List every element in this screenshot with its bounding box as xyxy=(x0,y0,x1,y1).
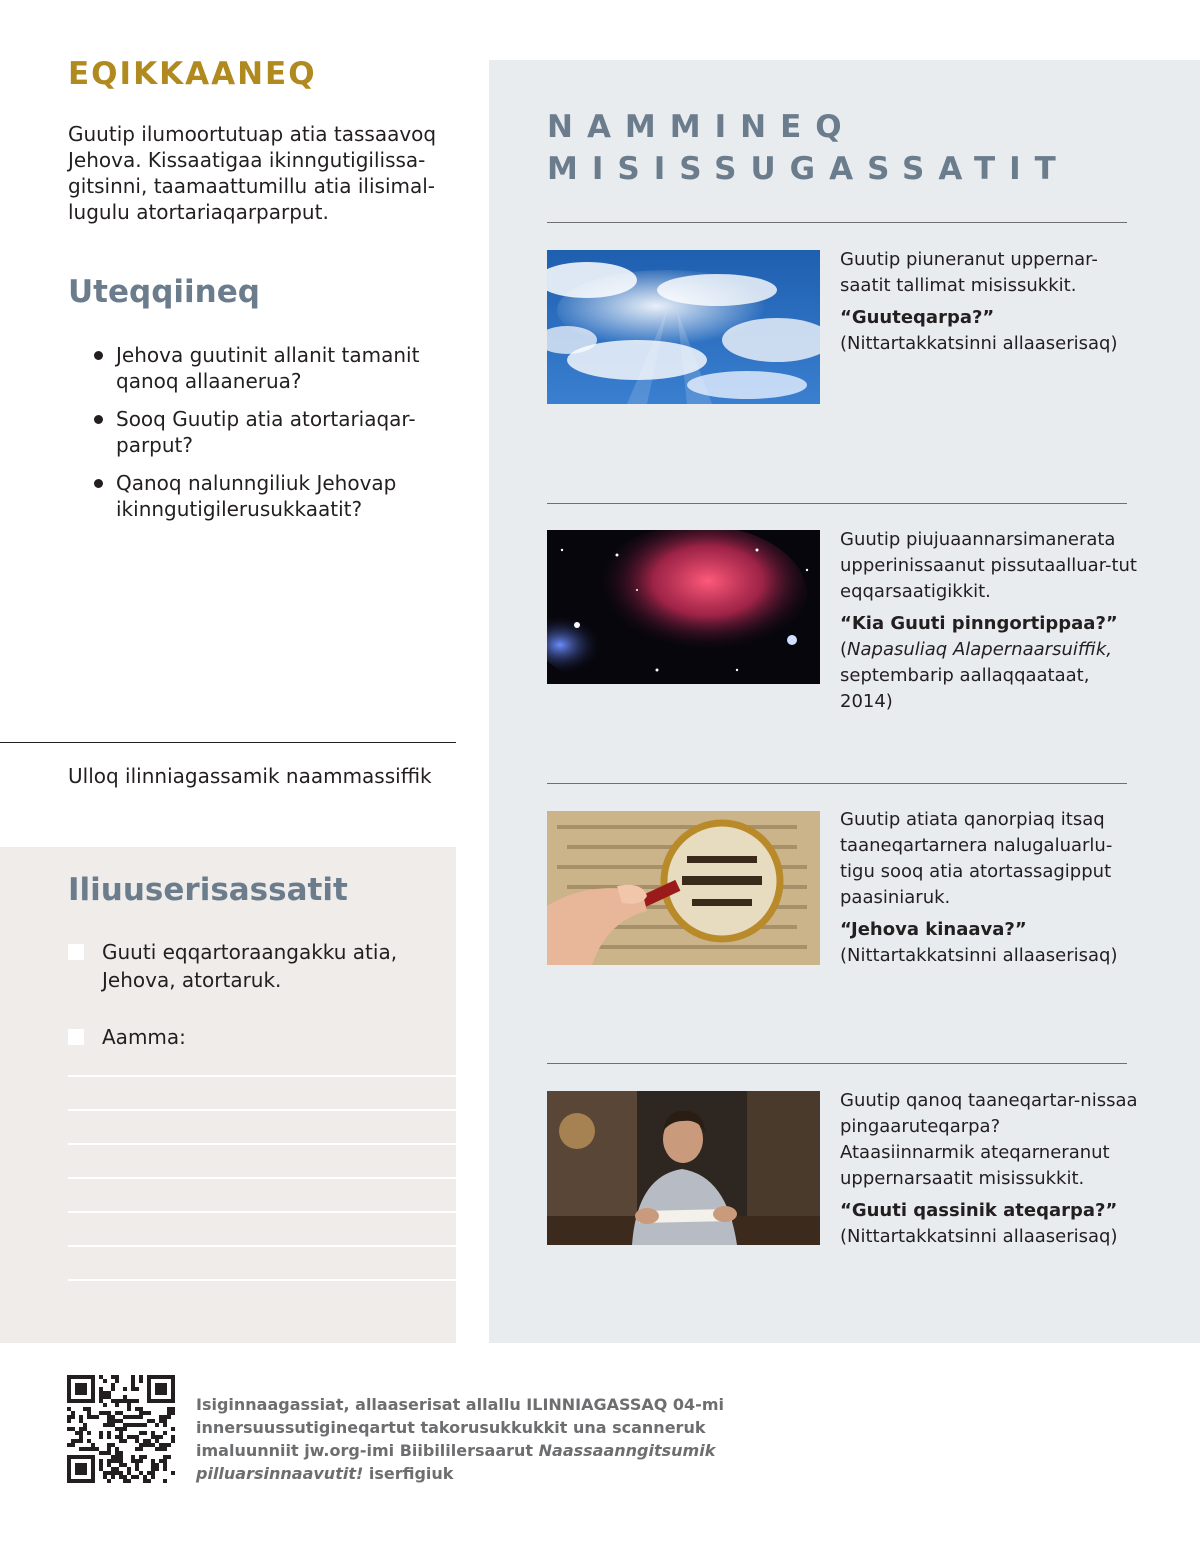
card-description: Guutip atiata qanorpiaq itsaq taaneqartarnera nalugaluarlu-tigu sooq atia atortassagipput paasiniaruk. xyxy=(840,809,1113,908)
card-link-title[interactable]: “Jehova kinaava?” xyxy=(840,919,1027,940)
explore-card-text xyxy=(840,527,1140,715)
goal-text: Guuti eqqartoraangakku atia, Jehova, atortaruk. xyxy=(102,940,398,992)
goal-item xyxy=(68,938,438,994)
card-description: Guutip piuneranut uppernar-saatit tallimat misissukkit. xyxy=(840,249,1098,296)
footer-note xyxy=(196,1393,736,1485)
write-line[interactable] xyxy=(68,1075,456,1077)
nebula-image xyxy=(547,530,820,684)
write-line[interactable] xyxy=(68,1279,456,1281)
card-source: (Nittartakkatsinni allaaserisaq) xyxy=(840,945,1118,966)
bullet-icon xyxy=(94,415,103,424)
review-item xyxy=(94,406,454,458)
bullet-icon xyxy=(94,479,103,488)
review-item-text: Sooq Guutip atia atortariaqar-parput? xyxy=(116,407,416,457)
card-link-title[interactable]: “Kia Guuti pinngortippaa?” xyxy=(840,613,1118,634)
summary-title: EQIKKAANEQ xyxy=(68,56,317,92)
explore-card-text xyxy=(840,1088,1140,1250)
write-line[interactable] xyxy=(68,1109,456,1111)
card-source: (Nittartakkatsinni allaaserisaq) xyxy=(840,333,1118,354)
footer-text-main: Isiginnaagassiat, allaaserisat allallu ILINNIAGASSAQ 04-mi innersuussutigineqartut takorusukkukkit una scanneruk imaluunniit jw.org-imi Biibililersaarut xyxy=(196,1395,724,1460)
write-line[interactable] xyxy=(68,1245,456,1247)
review-item xyxy=(94,342,454,394)
review-list xyxy=(94,342,454,534)
bullet-icon xyxy=(94,351,103,360)
completion-date-label: Ulloq ilinniagassamik naammassiffik xyxy=(68,764,432,788)
divider xyxy=(547,783,1127,784)
explore-title: NAMMINEQ MISISSUGASSATIT xyxy=(547,109,1070,187)
card-link-title[interactable]: “Guuti qassinik ateqarpa?” xyxy=(840,1200,1118,1221)
explore-card-text xyxy=(840,247,1140,357)
card-link-title[interactable]: “Guuteqarpa?” xyxy=(840,307,995,328)
goals-title: Iliuuserisassatit xyxy=(68,872,348,908)
man-reading-image xyxy=(547,1091,820,1245)
explore-card-text xyxy=(840,807,1140,969)
write-line[interactable] xyxy=(68,1211,456,1213)
magnifying-glass-image xyxy=(547,811,820,965)
qr-code[interactable] xyxy=(67,1375,175,1483)
card-description: Guutip piujuaannarsimanerata upperinissaanut pissutaalluar-tut eqqarsaatigikkit. xyxy=(840,529,1137,602)
divider xyxy=(547,222,1127,223)
divider xyxy=(0,742,456,743)
card-source-date: septembarip aallaqqaataat, 2014) xyxy=(840,665,1090,712)
write-line[interactable] xyxy=(68,1177,456,1179)
review-item xyxy=(94,470,454,522)
footer-brochure-title: Naassaanngitsumik pilluarsinnaavutit! xyxy=(196,1441,716,1483)
review-item-text: Qanoq nalunngiliuk Jehovap ikinngutigilerusukkaatit? xyxy=(116,471,397,521)
checkbox[interactable] xyxy=(68,944,84,960)
summary-text: Guutip ilumoortutuap atia tassaavoq Jehova. Kissaatigaa ikinngutigilissa-gitsinni, taamaattumillu atia ilisimal-lugulu atortariaqarparput. xyxy=(68,122,437,224)
card-source: (Napasuliaq Alapernaarsuiffik, septembarip aallaqqaataat, 2014) xyxy=(840,639,1112,712)
goals-box xyxy=(0,847,456,1343)
goal-text: Aamma: xyxy=(102,1025,186,1049)
review-title: Uteqqiineq xyxy=(68,274,260,310)
divider xyxy=(547,503,1127,504)
review-item-text: Jehova guutinit allanit tamanit qanoq allaanerua? xyxy=(116,343,420,393)
goal-item xyxy=(68,1023,438,1051)
clouds-sky-image xyxy=(547,250,820,404)
footer-text-end: iserfigiuk xyxy=(368,1464,454,1483)
card-source-publication: Napasuliaq Alapernaarsuiffik, xyxy=(847,639,1112,660)
checkbox[interactable] xyxy=(68,1029,84,1045)
divider xyxy=(547,1063,1127,1064)
card-description: Guutip qanoq taaneqartar-nissaa pingaaruteqarpa? Ataasiinnarmik ateqarneranut uppernarsaatit misissukkit. xyxy=(840,1090,1138,1189)
card-source: (Nittartakkatsinni allaaserisaq) xyxy=(840,1226,1118,1247)
write-line[interactable] xyxy=(68,1143,456,1145)
